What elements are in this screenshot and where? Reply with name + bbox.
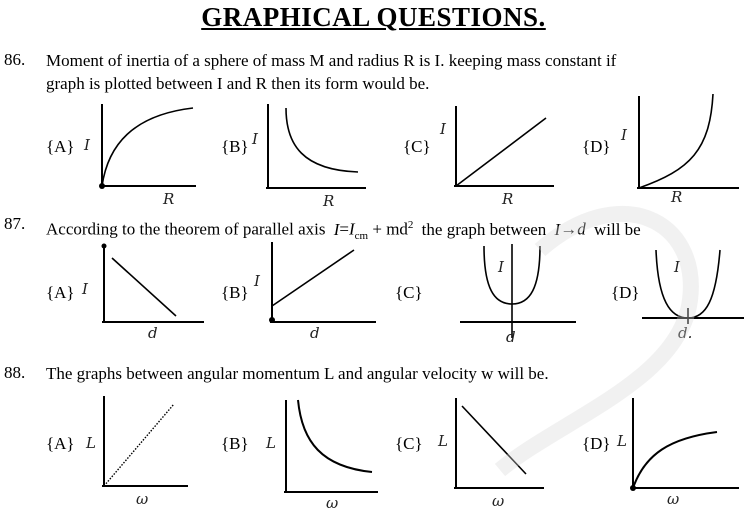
q86-a-x-label: R	[163, 190, 175, 208]
question-number-86: 86.	[4, 50, 26, 69]
q87-graph-a	[78, 240, 208, 344]
q87-d-y-label: I	[674, 258, 680, 276]
q87-b-x-label: d	[310, 324, 320, 342]
q86-option-a-label[interactable]: {A}	[46, 137, 75, 156]
question-86-line1: Moment of inertia of a sphere of mass M and radius R is I. keeping mass constant if	[46, 51, 617, 70]
q87-a-x-label: d	[148, 324, 158, 342]
q87-arrow: →	[560, 219, 578, 239]
q88-a-y-label: L	[86, 434, 96, 452]
q88-b-x-label: ω	[326, 494, 339, 512]
q86-b-y-label: I	[252, 130, 258, 148]
q87-formula-plus: + md	[372, 219, 408, 239]
q87-formula-eq: =	[339, 219, 349, 239]
q87-d-x-label: d.	[678, 324, 693, 342]
question-88-text: The graphs between angular momentum L and angular velocity w will be.	[46, 364, 549, 383]
q86-d-x-label: R	[671, 188, 683, 206]
q88-graph-b	[262, 392, 382, 512]
q87-text-part1: According to the theorem of parallel axis	[46, 219, 326, 239]
q88-d-x-label: ω	[667, 490, 680, 508]
q86-d-y-label: I	[621, 126, 627, 144]
page-title: GRAPHICAL QUESTIONS.	[201, 2, 546, 32]
q87-b-y-label: I	[254, 272, 260, 290]
q87-graph-d	[640, 238, 746, 344]
q87-text-part2: the graph between	[421, 219, 547, 239]
q87-formula-sq: 2	[407, 219, 414, 231]
q86-option-d-label[interactable]: {D}	[582, 137, 611, 156]
q88-graph-c	[438, 392, 548, 512]
q87-option-b-label[interactable]: {B}	[221, 283, 249, 302]
q88-graph-d	[615, 392, 743, 510]
q87-option-c-label[interactable]: {C}	[395, 283, 423, 302]
q86-graph-b	[248, 100, 368, 210]
q87-option-a-label[interactable]: {A}	[46, 283, 75, 302]
q86-option-c-label[interactable]: {C}	[403, 137, 431, 156]
q88-graph-a	[82, 392, 192, 510]
q86-option-b-label[interactable]: {B}	[221, 137, 249, 156]
q88-option-c-label[interactable]: {C}	[395, 434, 423, 453]
q88-c-y-label: L	[438, 432, 448, 450]
q88-c-x-label: ω	[492, 492, 505, 510]
q87-graph-c	[458, 238, 578, 346]
q87-formula-I: I	[333, 219, 340, 239]
q86-b-x-label: R	[323, 192, 335, 210]
q87-c-y-label: I	[498, 258, 504, 276]
q88-option-a-label[interactable]: {A}	[46, 434, 75, 453]
q86-graph-a	[78, 100, 198, 210]
q87-arrow-from: I	[554, 219, 561, 239]
question-86-line2: graph is plotted between I and R then its form would be.	[46, 74, 430, 93]
q86-graph-c	[438, 100, 558, 210]
q88-b-y-label: L	[266, 434, 276, 452]
q87-c-x-label: d	[506, 328, 516, 346]
q87-formula-Icm: I	[348, 219, 355, 239]
q88-option-b-label[interactable]: {B}	[221, 434, 249, 453]
q86-graph-d	[615, 90, 745, 208]
question-number-87: 87.	[4, 214, 26, 233]
question-number-88: 88.	[4, 363, 26, 382]
q88-a-x-label: ω	[136, 490, 149, 508]
q86-c-y-label: I	[440, 120, 446, 138]
q87-a-y-label: I	[82, 280, 88, 298]
q87-text-part3: will be	[593, 219, 641, 239]
q87-option-d-label[interactable]: {D}	[611, 283, 640, 302]
q87-graph-b	[250, 238, 380, 344]
q87-arrow-to: d	[577, 219, 586, 239]
q87-formula-cm: cm	[354, 230, 369, 243]
q88-d-y-label: L	[617, 432, 627, 450]
q86-a-y-label: I	[84, 136, 90, 154]
q86-c-x-label: R	[502, 190, 514, 208]
q88-option-d-label[interactable]: {D}	[582, 434, 611, 453]
